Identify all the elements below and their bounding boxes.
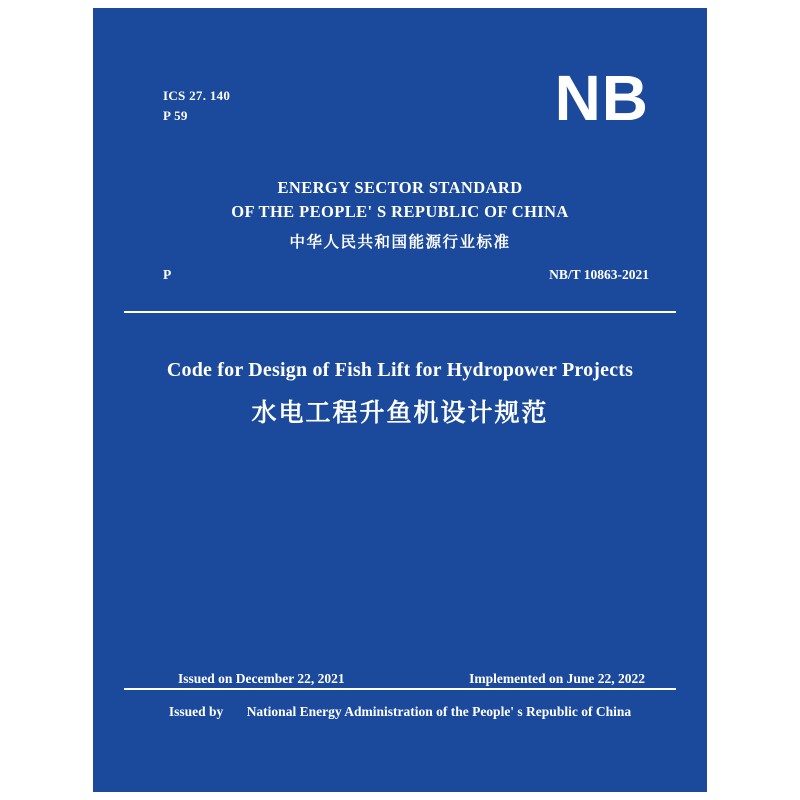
organization-line-cn: 中华人民共和国能源行业标准 <box>289 233 511 251</box>
issued-by-label: Issued by <box>168 704 224 719</box>
title-english: Code for Design of Fish Lift for Hydropower Projects <box>166 359 634 381</box>
standard-cover <box>93 8 707 792</box>
standard-number: NB/T 10863-2021 <box>549 267 649 282</box>
organization-line-en-2: OF THE PEOPLE' S REPUBLIC OF CHINA <box>231 202 569 221</box>
category-letter: P <box>163 267 172 282</box>
title-chinese: 水电工程升鱼机设计规范 <box>251 398 549 427</box>
issuing-organization <box>93 176 707 257</box>
issued-date: Issued on December 22, 2021 <box>178 671 345 686</box>
ics-code: ICS 27. 140 <box>163 88 231 103</box>
standard-id-row <box>93 267 707 289</box>
date-row <box>93 671 707 691</box>
cover-code-block <box>163 86 230 126</box>
divider-top <box>124 311 676 313</box>
issuer-row <box>93 702 707 722</box>
issuer-name: National Energy Administration of the People' s Republic of China <box>246 704 632 719</box>
organization-line-en-1: ENERGY SECTOR STANDARD <box>277 178 523 197</box>
document-title-block <box>93 356 707 432</box>
nb-logo: NB <box>554 62 649 134</box>
classification-code: P 59 <box>163 108 188 123</box>
implemented-date: Implemented on June 22, 2022 <box>469 671 645 686</box>
